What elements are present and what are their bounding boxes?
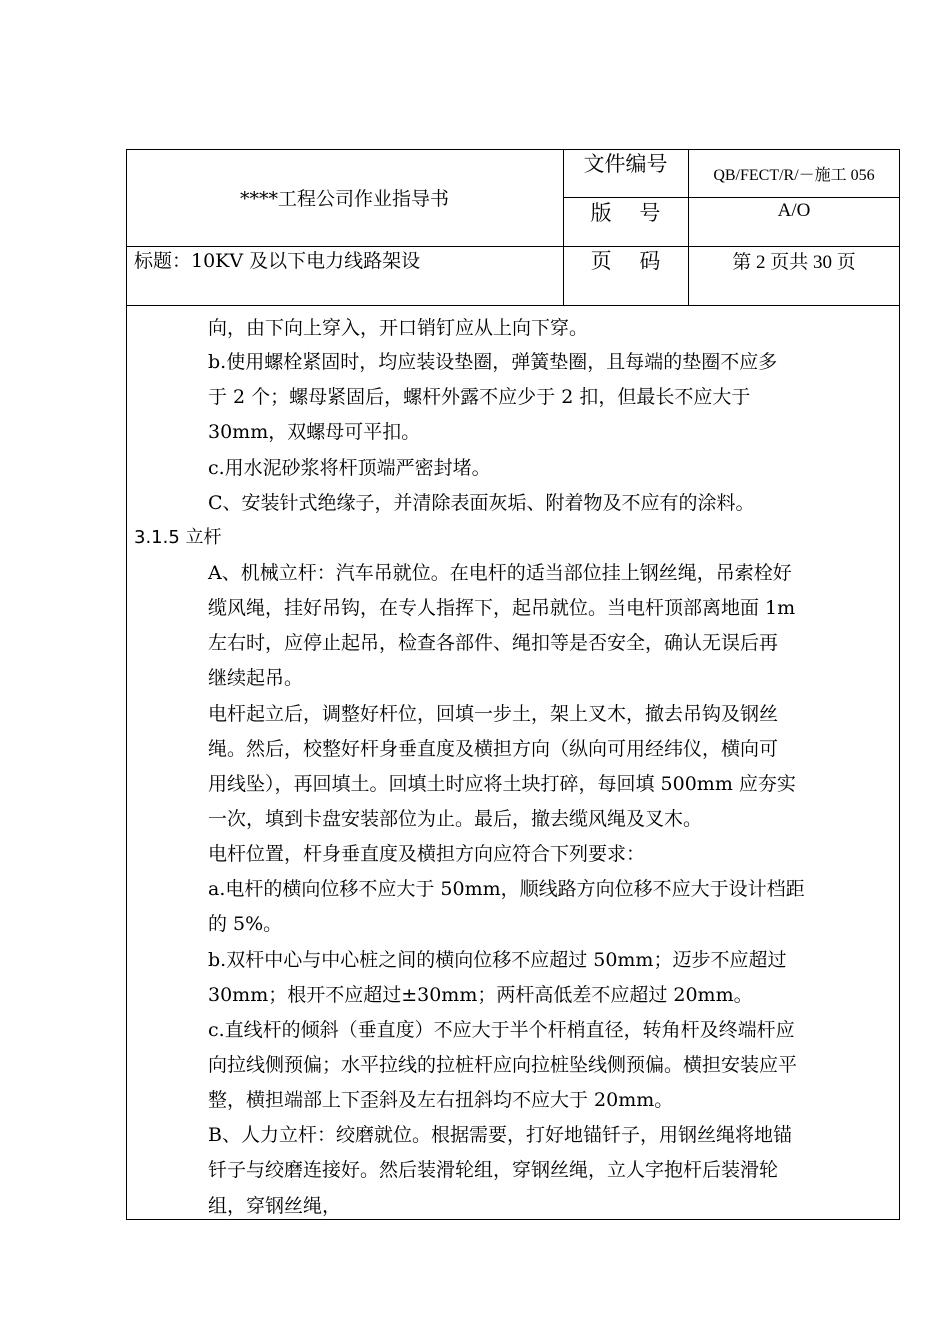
body-line: 组，穿钢丝绳， (208, 1195, 342, 1217)
body-line: C、安装针式绝缘子，并清除表面灰垢、附着物及不应有的涂料。 (208, 492, 755, 514)
section-heading: 3.1.5 立杆 (134, 527, 222, 548)
body-line: 左右时，应停止起吊，检查各部件、绳扣等是否安全，确认无误后再 (208, 632, 779, 654)
body-line: 电杆位置，杆身垂直度及横担方向应符合下列要求： (208, 843, 646, 865)
body-line: c.直线杆的倾斜（垂直度）不应大于半个杆梢直径，转角杆及终端杆应 (208, 1019, 795, 1041)
version-value: A/O (777, 200, 811, 221)
body-line: B、人力立杆：绞磨就位。根据需要，打好地锚钎子，用钢丝绳将地锚 (208, 1124, 792, 1146)
body-line: 绳。然后，校整好杆身垂直度及横担方向（纵向可用经纬仪，横向可 (208, 738, 779, 760)
page-label: 页 码 (590, 249, 661, 273)
body-line: 继续起吊。 (208, 667, 304, 689)
body-line: b.双杆中心与中心桩之间的横向位移不应超过 50mm；迈步不应超过 (208, 949, 787, 971)
version-label: 版 号 (590, 201, 661, 225)
page-value: 第 2 页共 30 页 (732, 251, 856, 273)
body-line: 的 5%。 (208, 913, 283, 935)
company-title: ****工程公司作业指导书 (239, 188, 449, 210)
body-line: A、机械立杆：汽车吊就位。在电杆的适当部位挂上钢丝绳，吊索栓好 (208, 562, 792, 584)
body-line: 30mm，双螺母可平扣。 (208, 421, 421, 443)
doc-number-value: QB/FECT/R/－施工 056 (713, 166, 875, 184)
body-line: 整，横担端部上下歪斜及左右扭斜均不应大于 20mm。 (208, 1089, 674, 1111)
body-line: 缆风绳，挂好吊钩，在专人指挥下，起吊就位。当电杆顶部离地面 1m (208, 597, 796, 619)
body-line: 于 2 个；螺母紧固后，螺杆外露不应少于 2 扣，但最长不应大于 (208, 386, 751, 408)
body-line: c.用水泥砂浆将杆顶端严密封堵。 (208, 457, 491, 479)
body-line: 一次，填到卡盘安装部位为止。最后，撤去缆风绳及叉木。 (208, 808, 703, 830)
body-line: 向，由下向上穿入，开口销钉应从上向下穿。 (208, 317, 589, 339)
body-line: b.使用螺栓紧固时，均应装设垫圈，弹簧垫圈，且每端的垫圈不应多 (208, 351, 778, 373)
body-line: 钎子与绞磨连接好。然后装滑轮组，穿钢丝绳，立人字抱杆后装滑轮 (208, 1159, 779, 1181)
body-line: a.电杆的横向位移不应大于 50mm，顺线路方向位移不应大于设计档距 (208, 878, 805, 900)
body-line: 30mm；根开不应超过±30mm；两杆高低差不应超过 20mm。 (208, 984, 753, 1006)
doc-number-label: 文件编号 (583, 152, 668, 176)
subject-title: 标题：10KV 及以下电力线路架设 (134, 250, 421, 272)
header-divider-3 (126, 305, 900, 306)
body-line: 向拉线侧预偏；水平拉线的拉桩杆应向拉桩坠线侧预偏。横担安装应平 (208, 1054, 798, 1076)
body-line: 电杆起立后，调整好杆位，回填一步土，架上叉木，撤去吊钩及钢丝 (208, 703, 779, 725)
body-line: 用线坠），再回填土。回填土时应将土块打碎，每回填 500mm 应夯实 (208, 773, 796, 795)
